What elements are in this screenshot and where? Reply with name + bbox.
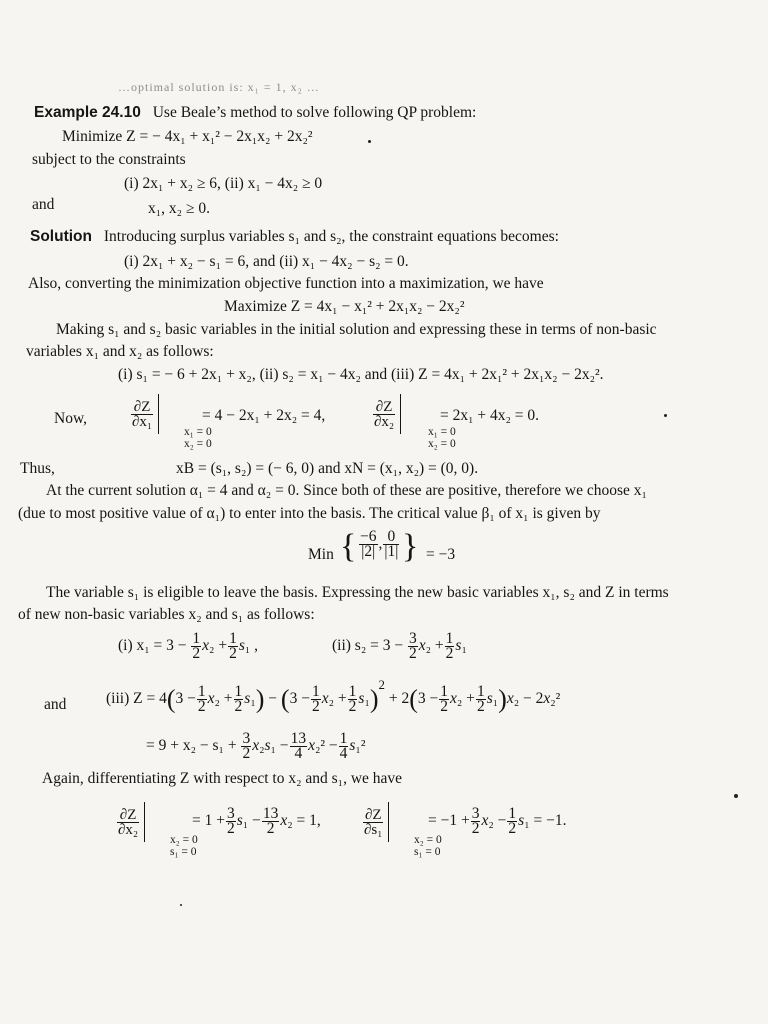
derivative-1 bbox=[130, 394, 163, 434]
new-x1-label: (i) x₁ = 3 − bbox=[118, 637, 187, 655]
solution-label: Solution bbox=[30, 228, 92, 245]
z-simplified: = 9 + x₂ − s₁ + $\frac{3}{2}$ x₂s₁ − $\frac{13}{4}$ x₂² − $\frac{1}{4}$ s₁² bbox=[146, 730, 366, 762]
thus-equation: xB = (s₁, s₂) = (− 6, 0) and xN = (x₁, x₂) = (0, 0). bbox=[176, 460, 479, 477]
thus-label: Thus, bbox=[20, 460, 55, 477]
min-label: Min bbox=[308, 546, 334, 563]
nonneg: x₁, x₂ ≥ 0. bbox=[148, 200, 210, 217]
solution-heading bbox=[30, 228, 559, 246]
new-x1-expression: (i) x₁ = 3 − $\frac{1}{2}$ x₂ + $\frac{1}{2}$ s₁ , bbox=[118, 630, 259, 662]
and-label-2: and bbox=[44, 696, 67, 713]
left-brace: { bbox=[340, 528, 357, 565]
solution-intro: Introducing surplus variables s₁ and s₂, the constraint equations becomes: bbox=[103, 228, 559, 245]
derivative-1-result: = 4 − 2x₁ + 2x₂ = 4, bbox=[202, 407, 326, 424]
derivative-4-value: = −1. bbox=[533, 812, 567, 830]
maximize: Maximize Z = 4x₁ − x₁² + 2x₁x₂ − 2x₂² bbox=[224, 298, 465, 315]
derivative-3-value: = 1, bbox=[296, 812, 321, 830]
example-text: Use Beale’s method to solve following QP problem: bbox=[152, 104, 477, 121]
and-label: and bbox=[32, 196, 55, 213]
stray-dot-2 bbox=[664, 414, 667, 417]
stray-dot-3 bbox=[734, 794, 738, 798]
z-label: (iii) Z = 4 bbox=[106, 690, 167, 708]
current-line-2: (due to most positive value of α₁) to enter into the basis. The critical value β₁ of x₁ is given by bbox=[18, 505, 601, 522]
eval-point-1: x₁ = 0 x₂ = 0 bbox=[184, 426, 212, 450]
making-line-1: Making s₁ and s₂ basic variables in the initial solution and expressing these in terms of non-basic bbox=[56, 321, 657, 338]
current-line-1: At the current solution α₁ = 4 and α₂ = 0. Since both of these are positive, therefore we choose x₁ bbox=[46, 482, 647, 499]
eval-point-2: x₁ = 0 x₂ = 0 bbox=[428, 426, 456, 450]
example-label: Example 24.10 bbox=[34, 104, 141, 121]
derivative-2: $\frac{\partial Z}{\text{∂x₂}}$ bbox=[372, 394, 405, 434]
derivative-2-result: = 2x₁ + 4x₂ = 0. bbox=[440, 407, 540, 424]
leave-line-2: of new non-basic variables x₂ and s₁ as follows: bbox=[18, 606, 315, 623]
new-s2-expression: (ii) s₂ = 3 − $\frac{3}{2}$ x₂ + $\frac{1}{2}$ s₁ bbox=[332, 630, 467, 662]
stray-dot bbox=[368, 140, 371, 143]
surplus-equations: (i) 2x₁ + x₂ − s₁ = 6, and (ii) x₁ − 4x₂ − s₂ = 0. bbox=[124, 253, 409, 270]
eval-point-4: x₂ = 0 s₁ = 0 bbox=[414, 834, 442, 858]
example-heading bbox=[34, 104, 476, 122]
min-result: = −3 bbox=[426, 546, 456, 563]
derivative-3-result: = 1 + $\frac{3}{2}$ s₁ − $\frac{13}{2}$ x₂ = 1, bbox=[192, 805, 321, 837]
dx1-denominator: ∂x₁ bbox=[132, 413, 153, 430]
derivative-4: $\frac{\partial Z}{\text{∂s₁}}$ bbox=[362, 802, 393, 842]
making-line-2: variables x₁ and x₂ as follows: bbox=[26, 343, 214, 360]
z-result: = 9 + x₂ − s₁ + bbox=[146, 737, 237, 755]
objective: Minimize Z = − 4x₁ + x₁² − 2x₁x₂ + 2x₂² bbox=[62, 128, 313, 145]
derivative-4-result: = −1 + $\frac{3}{2}$ x₂ − $\frac{1}{2}$ s₁ = −1. bbox=[428, 805, 567, 837]
new-s2-label: (ii) s₂ = 3 − bbox=[332, 637, 404, 655]
now-label: Now, bbox=[54, 410, 88, 427]
again-line: Again, differentiating Z with respect to x₂ and s₁, we have bbox=[42, 770, 403, 787]
leave-line-1: The variable s₁ is eligible to leave the basis. Expressing the new basic variables x₁, s₂ and Z in terms bbox=[46, 584, 669, 601]
cut-off-top-line: …optimal solution is: x₁ = 1, x₂ … bbox=[118, 80, 320, 94]
eval-point-3: x₂ = 0 s₁ = 0 bbox=[170, 834, 198, 858]
min-fractions: $\frac{-6}{|2|}$ , $\frac{0}{|1|}$ bbox=[360, 528, 399, 560]
subject-to: subject to the constraints bbox=[32, 151, 186, 168]
dz-numerator: ∂Z bbox=[131, 400, 153, 415]
z-expression: (iii) Z = 4(3 − $\frac{1}{2}$ x₂ + $\frac{1}{2}$ s₁) − (3 − $\frac{1}{2}$ x₂ + $\frac{1}{2}$ s₁)$^2$ + 2(3 − $\frac{1}{2}$ x₂ + $\frac{1}{2}$ s₁)x₂ − 2x₂² bbox=[106, 677, 561, 716]
also-line: Also, converting the minimization objective function into a maximization, we have bbox=[28, 275, 544, 292]
basic-equations: (i) s₁ = − 6 + 2x₁ + x₂, (ii) s₂ = x₁ − 4x₂ and (iii) Z = 4x₁ + 2x₁² + 2x₁x₂ − 2x₂². bbox=[118, 366, 604, 383]
derivative-3: $\frac{\partial Z}{\text{∂x₂}}$ bbox=[116, 802, 149, 842]
constraints: (i) 2x₁ + x₂ ≥ 6, (ii) x₁ − 4x₂ ≥ 0 bbox=[124, 175, 323, 192]
stray-dot-4 bbox=[180, 904, 182, 906]
right-brace: } bbox=[402, 528, 419, 565]
